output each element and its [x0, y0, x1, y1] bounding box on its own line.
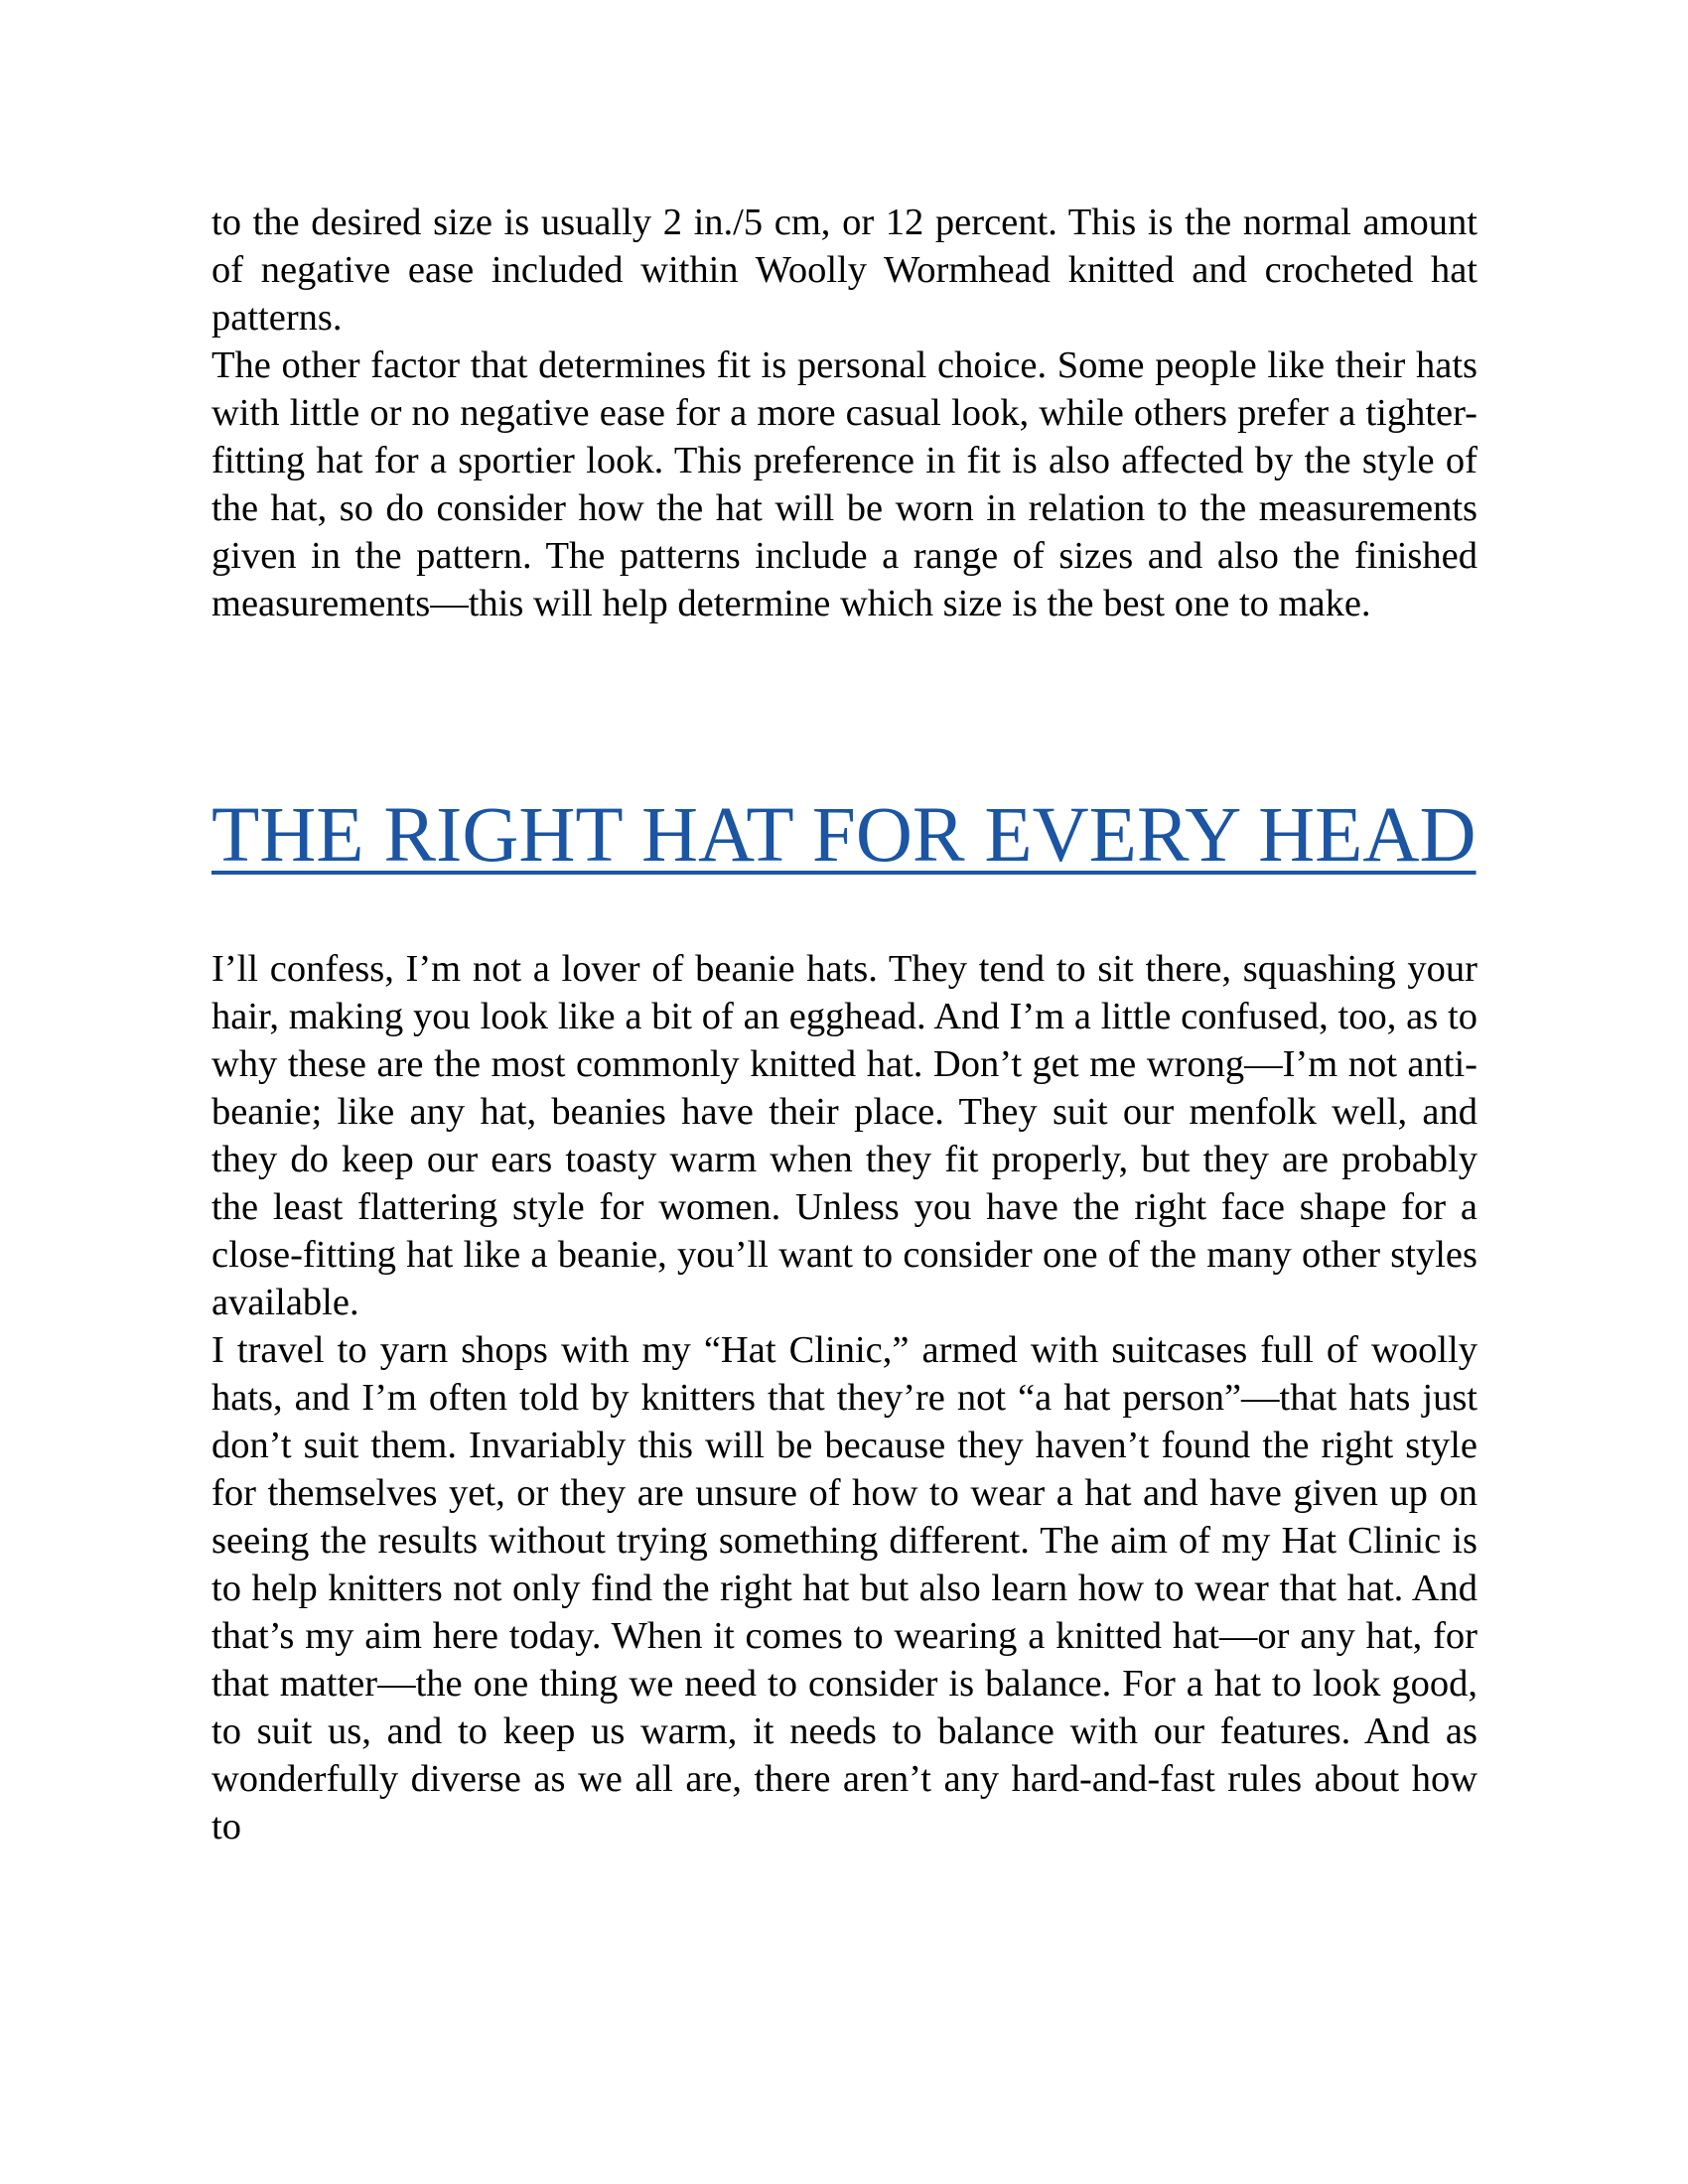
body-paragraph: The other factor that determines fit is personal choice. Some people like their hats with little or no negative ease for a more casual look, while others prefer a tighter-fitting hat for a sportier look. This preference in fit is also affected by the style of the hat, so do consider how the hat will be worn in relation to the measurements given in the pattern. The patterns include a range of sizes and also the finished measurements—this will help determine which size is the best one to make. [211, 344, 1477, 624]
body-paragraph: I’ll confess, I’m not a lover of beanie hats. They tend to sit there, squashing your hair, making you look like a bit of an egghead. And I’m a little confused, too, as to why these are the most commonly knitted hat. Don’t get me wrong—I’m not anti-beanie; like any hat, beanies have their place. They suit our menfolk well, and they do keep our ears toasty warm when they fit properly, but they are probably the least flattering style for women. Unless you have the right face shape for a close-fitting hat like a beanie, you’ll want to consider one of the many other styles available. [211, 948, 1477, 1323]
document-page [211, 0, 1477, 2184]
body-paragraph: I travel to yarn shops with my “Hat Clinic,” armed with suitcases full of woolly hats, and I’m often told by knitters that they’re not “a hat person”—that hats just don’t suit them. Invariably this will be because they haven’t found the right style for themselves yet, or they are unsure of how to wear a hat and have given up on seeing the results without trying something different. The aim of my Hat Clinic is to help knitters not only find the right hat but also learn how to wear that hat. And that’s my aim here today. When it comes to wearing a knitted hat—or any hat, for that matter—the one thing we need to consider is balance. For a hat to look good, to suit us, and to keep us warm, it needs to balance with our features. And as wonderfully diverse as we all are, there aren’t any hard-and-fast rules about how to [211, 1329, 1477, 1847]
section-heading [211, 786, 1477, 886]
body-paragraph: to the desired size is usually 2 in./5 cm, or 12 percent. This is the normal amount of negative ease included within Woolly Wormhead knitted and crocheted hat patterns. [211, 202, 1477, 339]
section-heading-link[interactable]: THE RIGHT HAT FOR EVERY HEAD [211, 792, 1477, 879]
section-heading-container [211, 786, 1477, 886]
